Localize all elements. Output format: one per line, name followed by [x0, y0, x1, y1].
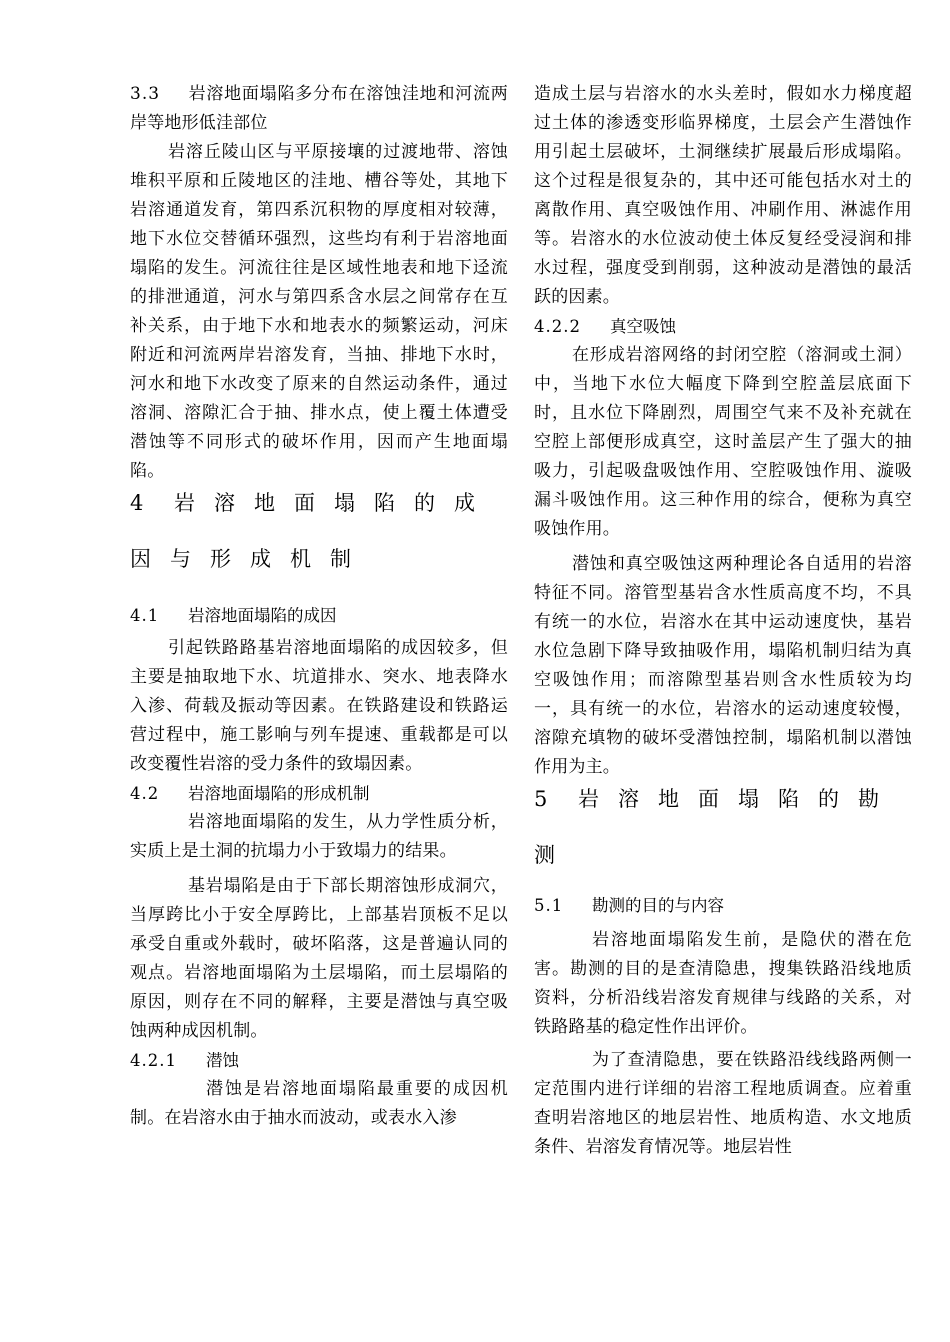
chapter-title: 岩溶地面塌陷的成	[174, 491, 494, 515]
chapter-4-heading-line2: 因与形成机制	[130, 547, 370, 571]
section-number: 4.2.1	[130, 1051, 177, 1070]
chapter-5-heading-line2: 测	[534, 843, 574, 867]
section-number: 3.3	[130, 84, 161, 104]
section-3-3-heading	[130, 80, 508, 138]
section-4-2-2-heading	[534, 312, 912, 341]
section-4-2-1-paragraph: 潜蚀是岩溶地面塌陷最重要的成因机制。在岩溶水由于抽水而波动，或表水入渗	[130, 1079, 508, 1128]
chapter-title: 岩溶地面塌陷的勘	[578, 787, 898, 811]
section-number: 5.1	[534, 896, 564, 915]
section-title: 岩溶地面塌陷多分布在溶蚀洼地和河流两岸等地形低洼部位	[130, 84, 508, 133]
section-4-2-heading	[130, 779, 508, 808]
section-4-2-1-heading	[130, 1046, 508, 1075]
section-5-1-paragraph-1: 岩溶地面塌陷发生前，是隐伏的潜在危害。勘测的目的是查清隐患，搜集铁路沿线地质资料，分析沿线岩溶发育规律与线路的关系，对铁路路基的稳定性作出评价。	[534, 930, 912, 1037]
section-4-1-heading	[130, 601, 508, 630]
left-column	[130, 80, 508, 1133]
section-4-2-paragraph-2: 基岩塌陷是由于下部长期溶蚀形成洞穴，当厚跨比小于安全厚跨比，上部基岩顶板不足以承受自重或外载时，破坏陷落，这是普遍认同的观点。岩溶地面塌陷为土层塌陷，而土层塌陷的原因，则存在不同的解释，主要是潜蚀与真空吸蚀两种成因机制。	[130, 876, 508, 1041]
section-title: 岩溶地面塌陷的形成机制	[188, 784, 370, 803]
section-4-1-paragraph: 引起铁路路基岩溶地面塌陷的成因较多，但主要是抽取地下水、坑道排水、突水、地表降水入渗、荷载及振动等因素。在铁路建设和铁路运营过程中，施工影响与列车提速、重载都是可以改变覆性岩溶的受力条件的致塌因素。	[130, 638, 508, 774]
section-5-1-paragraph-2: 为了查清隐患，要在铁路沿线线路两侧一定范围内进行详细的岩溶工程地质调查。应着重查明岩溶地区的地层岩性、地质构造、水文地质条件、岩溶发育情况等。地层岩性	[534, 1050, 912, 1157]
section-number: 4.2	[130, 784, 160, 803]
section-title: 岩溶地面塌陷的成因	[188, 606, 337, 625]
chapter-number: 5	[534, 787, 548, 811]
section-4-2-paragraph-1: 岩溶地面塌陷的发生，从力学性质分析，实质上是土洞的抗塌力小于致塌力的结果。	[130, 812, 508, 861]
section-number: 4.2.2	[534, 317, 581, 336]
chapter-4-heading-line1	[130, 489, 508, 517]
section-title: 潜蚀	[206, 1051, 239, 1070]
chapter-number: 4	[130, 491, 144, 515]
section-4-2-2-paragraph-1: 在形成岩溶网络的封闭空腔（溶洞或土洞）中，当地下水位大幅度下降到空腔盖层底面下时，且水位下降剧烈，周围空气来不及补充就在空腔上部便形成真空，这时盖层产生了强大的抽吸力，引起吸盘吸蚀作用、空腔吸蚀作用、漩吸漏斗吸蚀作用。这三种作用的综合，便称为真空吸蚀作用。	[534, 345, 912, 539]
section-5-1-heading	[534, 891, 912, 920]
section-number: 4.1	[130, 606, 160, 625]
section-title: 真空吸蚀	[610, 317, 676, 336]
right-column	[534, 80, 912, 1162]
section-title: 勘测的目的与内容	[592, 896, 724, 915]
section-4-2-1-continued: 造成土层与岩溶水的水头差时，假如水力梯度超过土体的渗透变形临界梯度，土层会产生潜蚀作用引起土层破坏，土洞继续扩展最后形成塌陷。这个过程是很复杂的，其中还可能包括水对土的离散作用、真空吸蚀作用、冲刷作用、淋滤作用等。岩溶水的水位波动使土体反复经受浸润和排水过程，强度受到削弱，这种波动是潜蚀的最活跃的因素。	[534, 84, 912, 307]
chapter-5-heading-line1	[534, 785, 912, 813]
section-3-3-paragraph: 岩溶丘陵山区与平原接壤的过渡地带、溶蚀堆积平原和丘陵地区的洼地、槽谷等处，其地下岩溶通道发育，第四系沉积物的厚度相对较薄，地下水位交替循环强烈，这些均有利于岩溶地面塌陷的发生。河流往往是区域性地表和地下迳流的排泄通道，河水与第四系含水层之间常存在互补关系，由于地下水和地表水的频繁运动，河床附近和河流两岸岩溶发育，当抽、排地下水时，河水和地下水改变了原来的自然运动条件，通过溶洞、溶隙汇合于抽、排水点，使上覆土体遭受潜蚀等不同形式的破坏作用，因而产生地面塌陷。	[130, 142, 508, 481]
section-4-2-2-paragraph-2: 潜蚀和真空吸蚀这两种理论各自适用的岩溶特征不同。溶管型基岩含水性质高度不均，不具有统一的水位，岩溶水在其中运动速度快，基岩水位急剧下降导致抽吸作用，塌陷机制归结为真空吸蚀作用；而溶隙型基岩则含水性质较为均一，具有统一的水位，岩溶水的运动速度较慢，溶隙充填物的破坏受潜蚀控制，塌陷机制以潜蚀作用为主。	[534, 554, 912, 777]
